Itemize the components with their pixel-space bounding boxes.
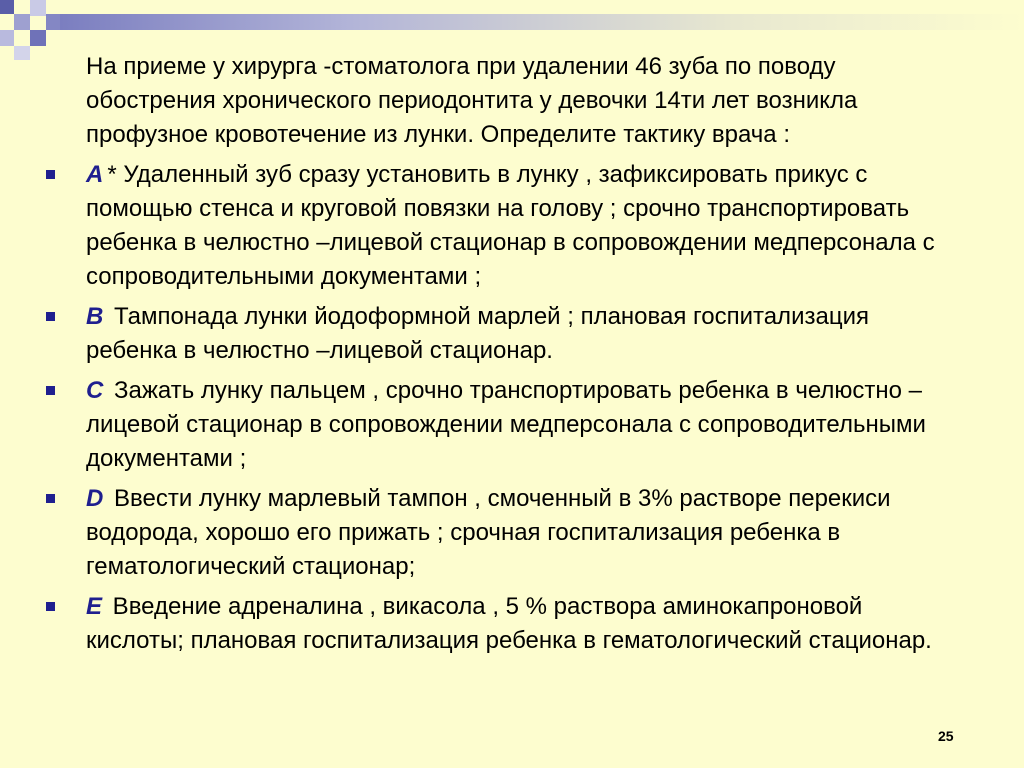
option-letter: B bbox=[86, 303, 104, 330]
decor-square bbox=[0, 0, 14, 14]
square-bullet-icon bbox=[46, 312, 55, 321]
question-text: На приеме у хирурга -стоматолога при удалении 46 зуба по поводу обострения хронического периодонтита у девочки 14ти лет возникла профузное кровотечение из лунки. Определите тактику врача : bbox=[86, 53, 858, 148]
answer-option-d bbox=[86, 482, 966, 584]
answer-options bbox=[86, 158, 966, 658]
option-text: * Удаленный зуб сразу установить в лунку , зафиксировать прикус с помощью стенса и круговой повязки на голову ; срочно транспортировать ребенка в челюстно –лицевой стационар в сопровождении медперсонала с сопроводительными документами ; bbox=[86, 161, 935, 290]
answer-option-c bbox=[86, 374, 966, 476]
square-bullet-icon bbox=[46, 602, 55, 611]
decor-square bbox=[0, 30, 14, 46]
answer-option-b bbox=[86, 300, 966, 368]
option-text: Введение адреналина , викасола , 5 % раствора аминокапроновой кислоты; плановая госпитализация ребенка в гематологический стационар. bbox=[86, 593, 932, 654]
option-letter: A bbox=[86, 161, 104, 188]
option-letter: C bbox=[86, 377, 104, 404]
option-text: Зажать лунку пальцем , срочно транспортировать ребенка в челюстно –лицевой стационар в сопровождении медперсонала с сопроводительными документами ; bbox=[86, 377, 926, 472]
option-letter: E bbox=[86, 593, 103, 620]
decor-square bbox=[30, 30, 46, 46]
square-bullet-icon bbox=[46, 170, 55, 179]
option-text: Тампонада лунки йодоформной марлей ; плановая госпитализация ребенка в челюстно –лицевой стационар. bbox=[86, 303, 869, 364]
square-bullet-icon bbox=[46, 494, 55, 503]
option-text: Ввести лунку марлевый тампон , смоченный в 3% растворе перекиси водорода, хорошо его прижать ; срочная госпитализация ребенка в гематологический стационар; bbox=[86, 485, 891, 580]
slide-number: 25 bbox=[938, 728, 954, 744]
header-gradient-bar bbox=[60, 14, 1024, 30]
decor-square bbox=[30, 0, 46, 16]
decor-square bbox=[46, 14, 60, 30]
square-bullet-icon bbox=[46, 386, 55, 395]
option-letter: D bbox=[86, 485, 104, 512]
answer-option-a bbox=[86, 158, 966, 294]
decor-square bbox=[14, 46, 30, 60]
answer-option-e bbox=[86, 590, 966, 658]
decor-square bbox=[14, 14, 30, 30]
slide-content bbox=[86, 50, 966, 664]
